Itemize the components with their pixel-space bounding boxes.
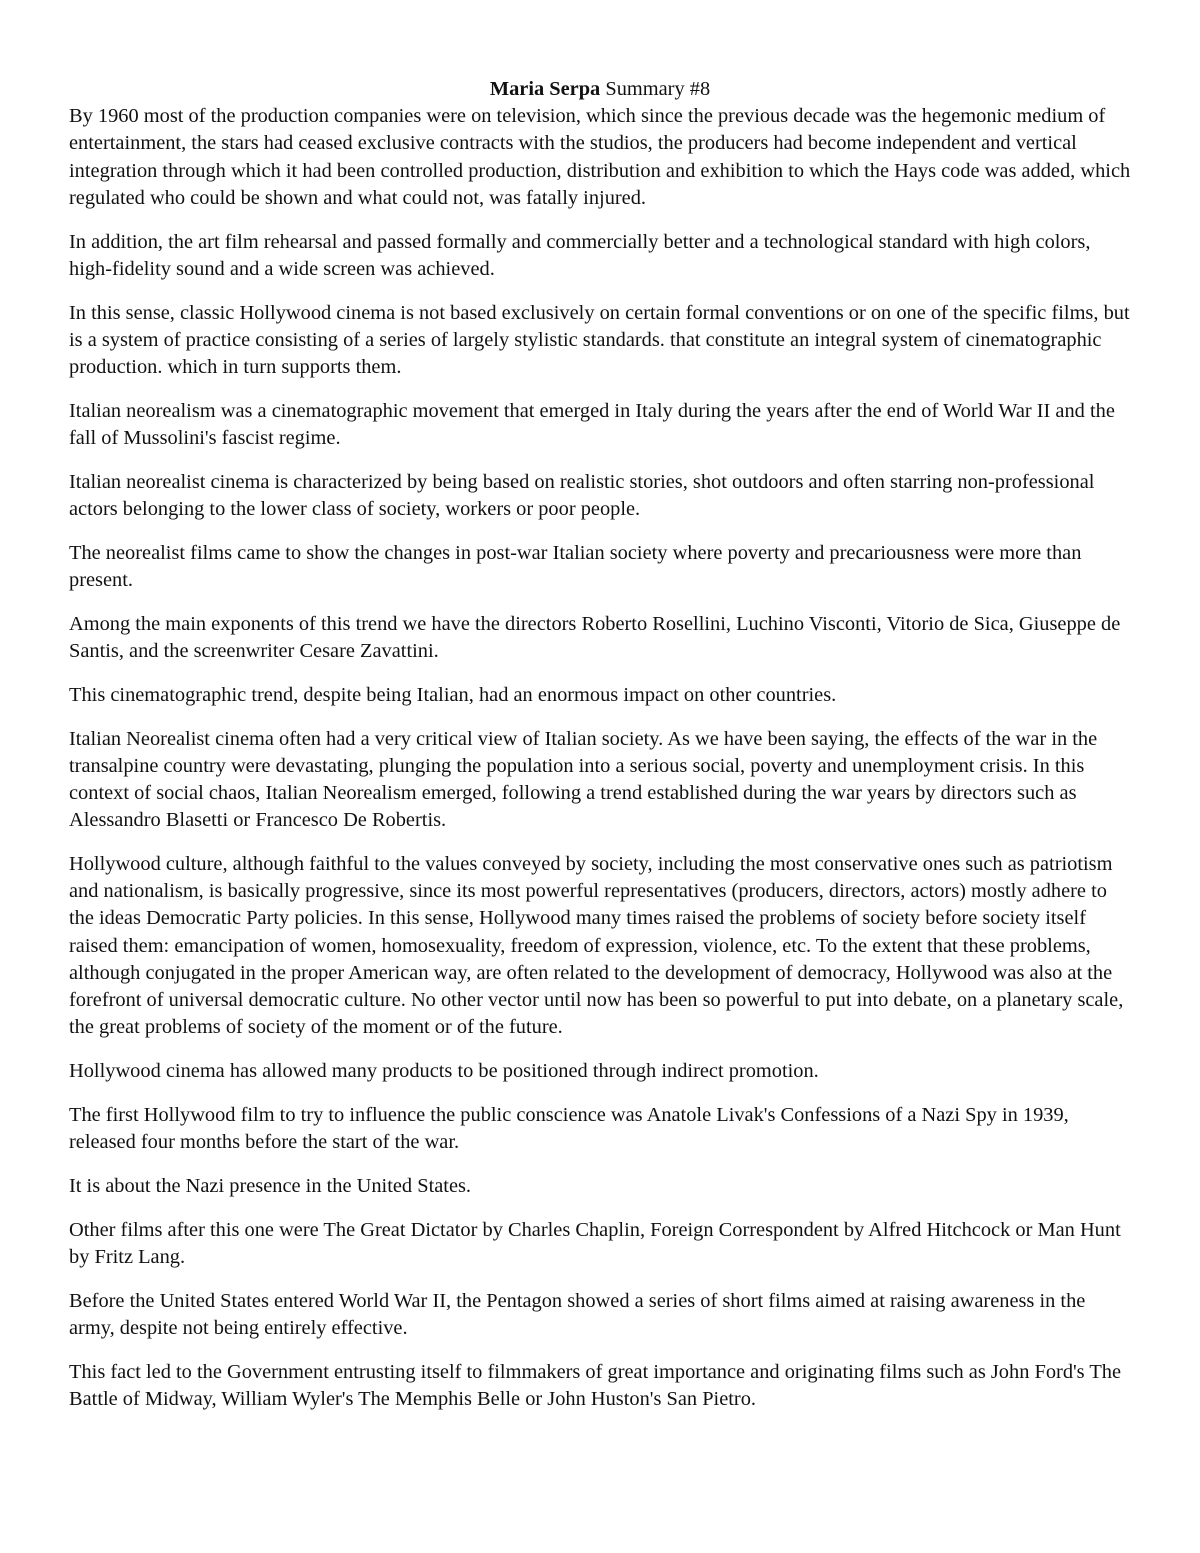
paragraph-5: Italian neorealist cinema is characterized by being based on realistic stories, shot outdoors and often starring non-professional actors belonging to the lower class of society, workers or poor people. — [69, 470, 1095, 521]
paragraph-13: It is about the Nazi presence in the United States. — [69, 1174, 472, 1197]
paragraph-9: Italian Neorealist cinema often had a very critical view of Italian society. As we have been saying, the effects of the war in the transalpine country were devastating, plunging the population into a serious social, poverty and unemployment crisis. In this context of social chaos, Italian Neorealism emerged, following a trend established during the war years by directors such as Alessandro Blasetti or Francesco De Robertis. — [69, 727, 1098, 832]
paragraph-3: In this sense, classic Hollywood cinema is not based exclusively on certain formal conventions or on one of the specific films, but is a system of practice consisting of a series of largely stylistic standards. that constitute an integral system of cinematographic production. which in turn supports them. — [69, 301, 1130, 379]
paragraph-10: Hollywood culture, although faithful to the values conveyed by society, including the most conservative ones such as patriotism and nationalism, is basically progressive, since its most powerful representatives (producers, directors, actors) mostly adhere to the ideas Democratic Party policies. In this sense, Hollywood many times raised the problems of society before society itself raised them: emancipation of women, homosexuality, freedom of expression, violence, etc. To the extent that these problems, although conjugated in the proper American way, are often related to the development of democracy, Hollywood was also at the forefront of universal democratic culture. No other vector until now has been so powerful to put into debate, on a planetary scale, the great problems of society of the moment or of the future. — [69, 853, 1124, 1039]
document-page — [69, 76, 1131, 1430]
paragraph-6: The neorealist films came to show the changes in post-war Italian society where poverty and precariousness were more than present. — [69, 541, 1082, 592]
paragraph-2: In addition, the art film rehearsal and passed formally and commercially better and a technological standard with high colors, high-fidelity sound and a wide screen was achieved. — [69, 230, 1091, 280]
author-name: Maria Serpa — [489, 78, 601, 100]
summary-label: Summary #8 — [605, 78, 711, 100]
paragraph-16: This fact led to the Government entrusting itself to filmmakers of great importance and originating films such as John Ford's The Battle of Midway, William Wyler's The Memphis Belle or John Huston's San Pietro. — [69, 1360, 1122, 1410]
paragraph-4: Italian neorealism was a cinematographic movement that emerged in Italy during the years after the end of World War II and the fall of Mussolini's fascist regime. — [69, 399, 1115, 450]
paragraph-11: Hollywood cinema has allowed many products to be positioned through indirect promotion. — [69, 1060, 819, 1083]
paragraph-15: Before the United States entered World War II, the Pentagon showed a series of short films aimed at raising awareness in the army, despite not being entirely effective. — [69, 1289, 1086, 1339]
paragraph-1: By 1960 most of the production companies were on television, which since the previous decade was the hegemonic medium of entertainment, the stars had ceased exclusive contracts with the studios, the producers had become independent and vertical integration through which it had been controlled production, distribution and exhibition to which the Hays code was added, which regulated who could be shown and what could not, was fatally injured. — [69, 105, 1131, 209]
paragraph-7: Among the main exponents of this trend we have the directors Roberto Rosellini, Luchino Visconti, Vitorio de Sica, Giuseppe de Santis, and the screenwriter Cesare Zavattini. — [69, 612, 1121, 663]
document-title — [69, 76, 1131, 103]
paragraph-14: Other films after this one were The Great Dictator by Charles Chaplin, Foreign Correspondent by Alfred Hitchcock or Man Hunt by Fritz Lang. — [69, 1218, 1121, 1268]
paragraph-12: The first Hollywood film to try to influence the public conscience was Anatole Livak's Confessions of a Nazi Spy in 1939, released four months before the start of the war. — [69, 1103, 1069, 1154]
paragraph-8: This cinematographic trend, despite being Italian, had an enormous impact on other countries. — [69, 683, 837, 706]
